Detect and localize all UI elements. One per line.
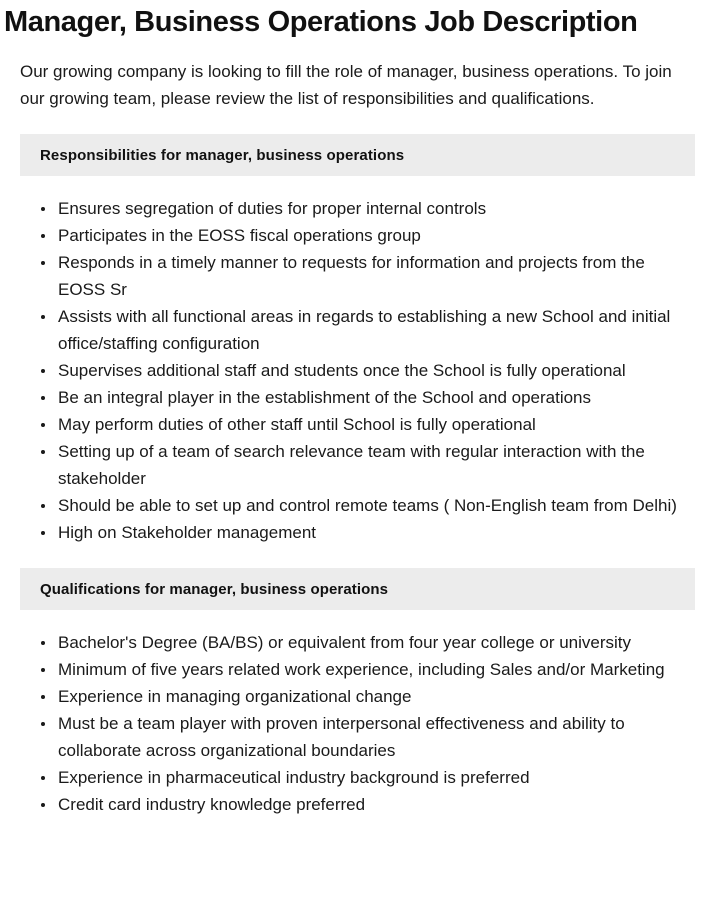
intro-paragraph: Our growing company is looking to fill the role of manager, business operations. To join our growing team, please review the list of responsibilities and qualifications.: [20, 62, 672, 108]
list-item: Responds in a timely manner to requests for information and projects from the EOSS Sr: [0, 249, 720, 303]
list-item: Minimum of five years related work experience, including Sales and/or Marketing: [0, 656, 720, 683]
list-item: Setting up of a team of search relevance team with regular interaction with the stakeholder: [0, 438, 720, 492]
list-item: Assists with all functional areas in regards to establishing a new School and initial office/staffing configuration: [0, 303, 720, 357]
qualifications-band: [20, 568, 695, 610]
responsibilities-heading: Responsibilities for manager, business operations: [40, 146, 405, 164]
list-item: Experience in pharmaceutical industry background is preferred: [0, 764, 720, 791]
list-item: Bachelor's Degree (BA/BS) or equivalent from four year college or university: [0, 629, 720, 656]
list-item: Credit card industry knowledge preferred: [0, 791, 720, 818]
section-responsibilities: [0, 134, 720, 546]
responsibilities-list: [0, 176, 720, 546]
list-item: Must be a team player with proven interpersonal effectiveness and ability to collaborate across organizational boundaries: [0, 710, 720, 764]
qualifications-list: [0, 610, 720, 818]
list-item: May perform duties of other staff until School is fully operational: [0, 411, 720, 438]
page-title: Manager, Business Operations Job Description: [4, 6, 638, 38]
section-qualifications: [0, 568, 720, 818]
list-item: Should be able to set up and control remote teams ( Non-English team from Delhi): [0, 492, 720, 519]
responsibilities-band: [20, 134, 695, 176]
list-item: Experience in managing organizational change: [0, 683, 720, 710]
qualifications-heading: Qualifications for manager, business operations: [40, 580, 389, 598]
list-item: Supervises additional staff and students once the School is fully operational: [0, 357, 720, 384]
list-item: Participates in the EOSS fiscal operations group: [0, 222, 720, 249]
list-item: Be an integral player in the establishment of the School and operations: [0, 384, 720, 411]
list-item: High on Stakeholder management: [0, 519, 720, 546]
list-item: Ensures segregation of duties for proper internal controls: [0, 195, 720, 222]
